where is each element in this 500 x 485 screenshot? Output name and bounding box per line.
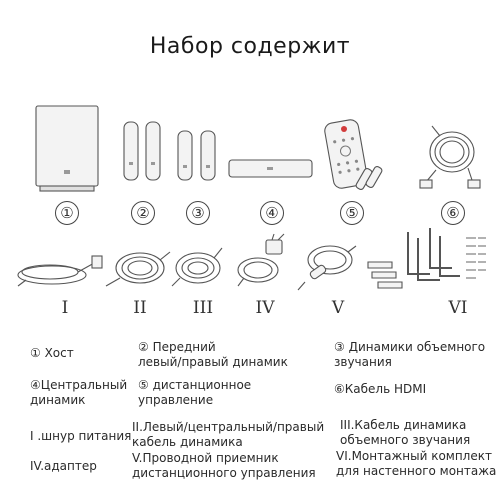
legend-center-speaker: ④Центральный динамик: [30, 378, 128, 407]
number-2: ②: [131, 201, 155, 225]
numeral-3: III: [192, 298, 214, 318]
remote-icon: [324, 119, 383, 191]
numeral-6: VI: [448, 298, 468, 318]
subwoofer-icon: [36, 106, 98, 191]
number-5: ⑤: [340, 201, 364, 225]
legend-host: ① Хост: [30, 346, 74, 360]
tall-speakers-icon: [124, 122, 160, 180]
legend-mount-kit: VI.Монтажный комплект для настенного монтажа: [336, 449, 497, 478]
legend-speaker-cable: II.Левый/центральный/правый кабель динамика: [132, 420, 325, 449]
hdmi-cable-icon: [420, 126, 480, 188]
numeral-5: V: [331, 298, 345, 318]
numeral-4: IV: [255, 298, 275, 318]
legend-surround-cable: III.Кабель динамика объемного звучания: [340, 418, 471, 447]
number-4: ④: [260, 201, 284, 225]
legend-hdmi: ⑥Кабель HDMI: [334, 382, 427, 396]
soundbar-icon: [229, 160, 312, 177]
adapter-icon: [238, 234, 284, 286]
numeral-1: I: [61, 298, 69, 318]
surround-cable-icon: [172, 248, 222, 286]
legend-front-speakers: ② Передний левый/правый динамик: [138, 340, 288, 369]
legend-power-cord: I .шнур питания: [30, 429, 132, 443]
legend-remote: ⑤ дистанционное управление: [138, 378, 252, 407]
page-title: Набор содержит: [149, 34, 351, 59]
receiver-icon: [298, 246, 356, 290]
number-3: ③: [186, 201, 210, 225]
legend-adapter: IV.адаптер: [30, 459, 97, 473]
power-cord-icon: [18, 256, 102, 286]
mounting-kit-icon: [368, 228, 486, 288]
legend-surround-speakers: ③ Динамики объемного звучания: [334, 340, 486, 369]
short-speakers-icon: [178, 131, 215, 180]
numeral-2: II: [133, 298, 147, 318]
number-1: ①: [55, 201, 79, 225]
legend-receiver: V.Проводной приемник дистанционного управления: [132, 451, 316, 480]
speaker-cable-icon: [106, 252, 170, 286]
number-6: ⑥: [441, 201, 465, 225]
